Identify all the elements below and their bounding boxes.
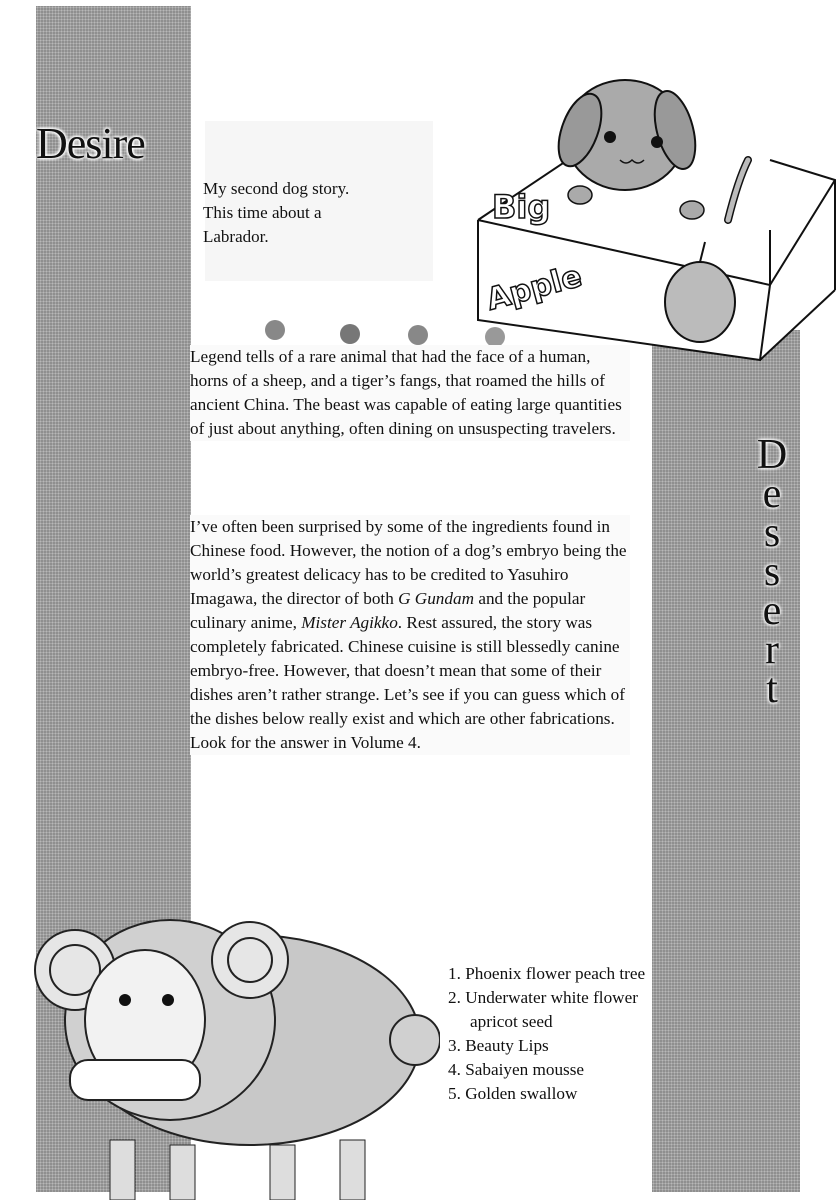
desire-title: Desire — [36, 119, 145, 168]
dot — [408, 325, 428, 345]
dish-list — [448, 962, 670, 1106]
title-letter: s — [763, 549, 781, 595]
text-run: and the popular culinary anime, — [190, 589, 586, 632]
legend-paragraph — [190, 345, 630, 441]
title-mister-agikko: Mister Agikko — [301, 613, 398, 632]
dot — [265, 320, 285, 340]
title-letter: e — [762, 471, 782, 517]
dish-item: 4. Sabaiyen mousse — [448, 1060, 585, 1079]
intro-line: This time about a — [203, 203, 322, 222]
intro-line: My second dog story. — [203, 179, 350, 198]
big-apple-logo: Apple — [483, 258, 586, 318]
text-run: . Rest assured, the story was completely fabricated. Chinese cuisine is still blessedly canine embryo-free. However, that doesn’t mean that some of their dishes aren’t rather strange. Let’s see if you can guess which of the dishes below really exist and which are other fabrications. Look for the answer in Volume 4. — [190, 613, 625, 752]
intro-line: Labrador. — [203, 227, 269, 246]
title-letter: s — [763, 510, 781, 556]
dessert-vertical-title — [752, 432, 792, 712]
dish-item: 2. Underwater white flower apricot seed — [448, 988, 638, 1031]
paragraph-text — [190, 515, 630, 755]
dot — [485, 327, 505, 347]
title-letter: r — [765, 627, 779, 673]
intro-note — [205, 121, 433, 281]
dish-item: 3. Beauty Lips — [448, 1036, 549, 1055]
title-letter: e — [762, 588, 782, 634]
dish-item: 5. Golden swallow — [448, 1084, 578, 1103]
dish-item: 1. Phoenix flower peach tree — [448, 964, 646, 983]
title-letter: D — [756, 432, 788, 478]
dog-in-box-illustration — [470, 40, 836, 370]
title-g-gundam: G Gundam — [398, 589, 475, 608]
dot — [340, 324, 360, 344]
title-letter: t — [766, 666, 778, 712]
sheep-creature-illustration — [20, 880, 440, 1200]
text-run: I’ve often been surprised by some of the ingredients found in Chinese food. However, the notion of a dog’s embryo being the world’s greatest delicacy has to be credited to Yasuhiro Imagawa, the director of both — [190, 517, 627, 608]
big-apple-logo: Big — [492, 188, 551, 226]
explanation-paragraph — [190, 515, 630, 755]
paragraph-text: Legend tells of a rare animal that had the face of a human, horns of a sheep, and a tiger’s fangs, that roamed the hills of ancient China. The beast was capable of eating large quantities of just about anything, often dining on unsuspecting travelers. — [190, 347, 622, 438]
